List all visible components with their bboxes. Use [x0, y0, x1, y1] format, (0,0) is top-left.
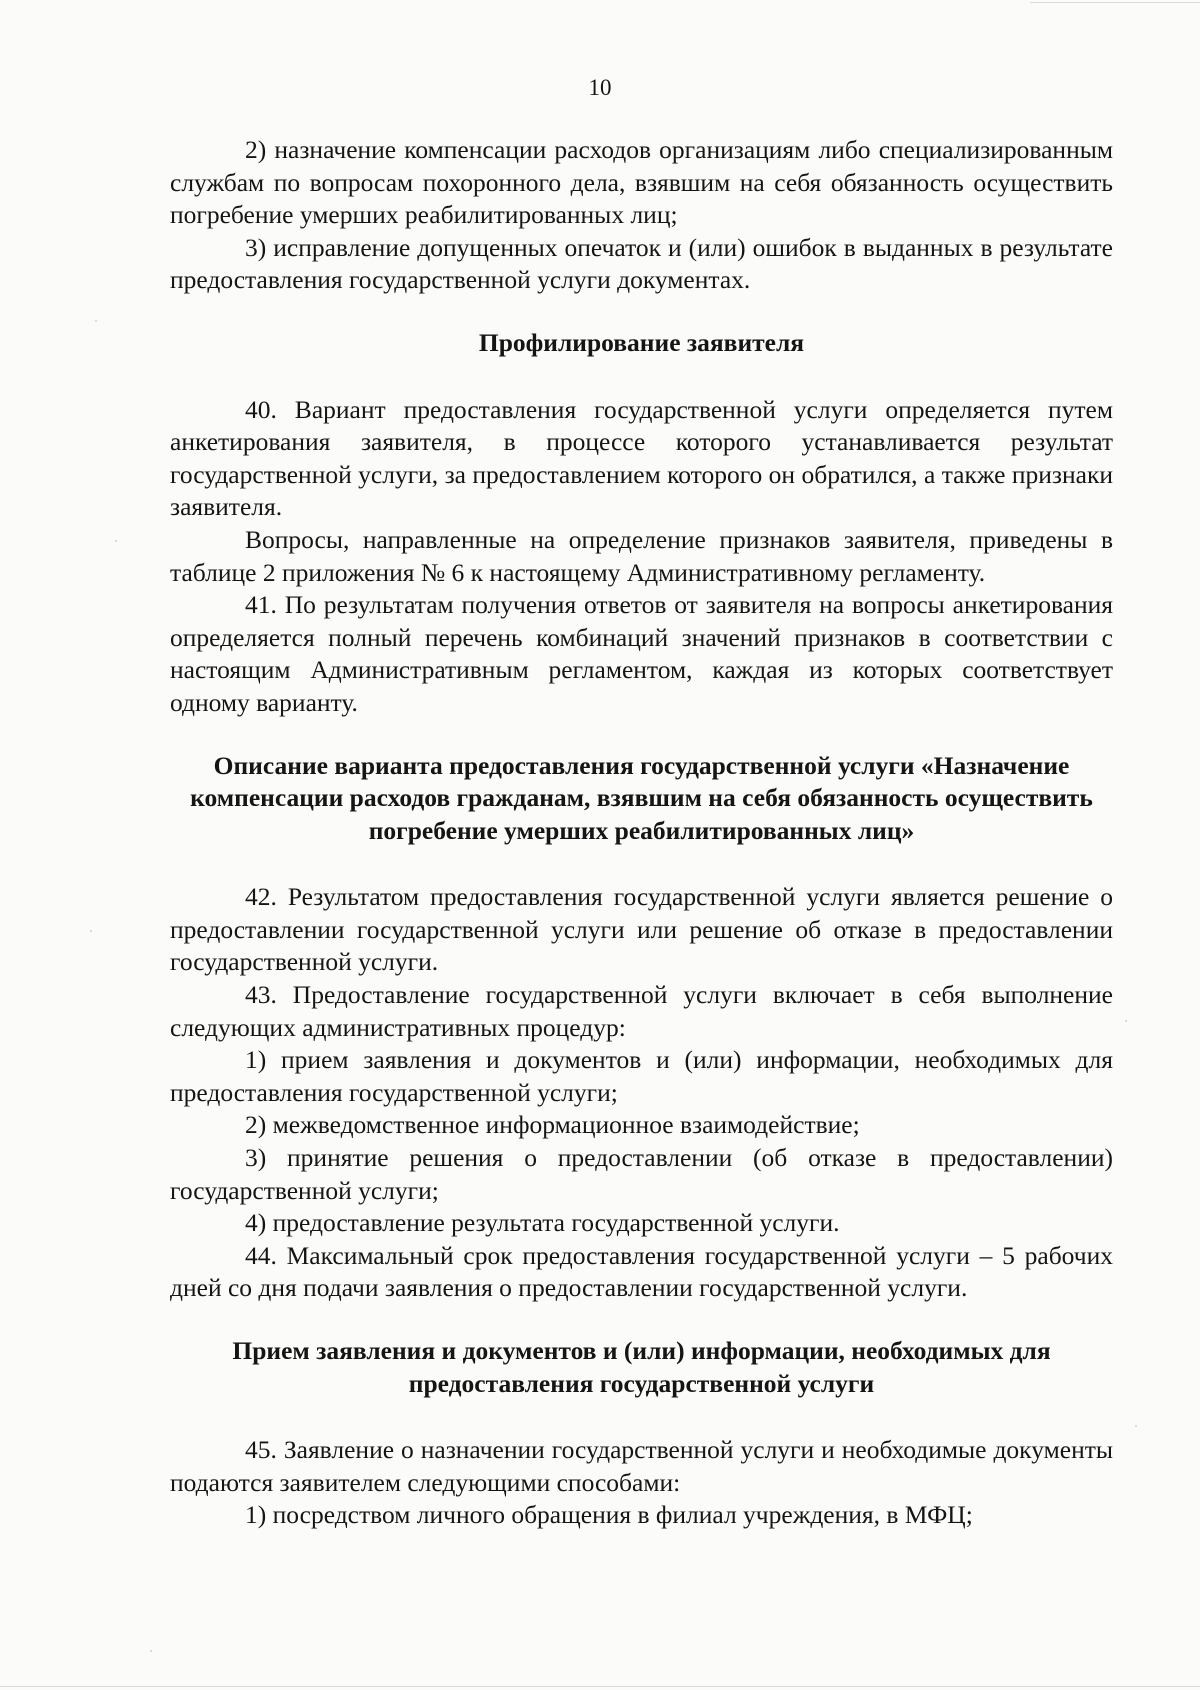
paragraph-41: 41. По результатам получения ответов от заявителя на вопросы анкетирования определяется полный перечень комбинаций значений признаков в соответствии с настоящим Административным регламентом, каждая из которых соответствует одному варианту. — [170, 590, 1113, 717]
paragraph-40: 40. Вариант предоставления государственной услуги определяется путем анкетирования заявителя, в процессе которого устанавливается результат государственной услуги, за предоставлением которого он обратился, а также признаки заявителя. — [170, 394, 1113, 522]
section-gap — [170, 360, 1113, 394]
scan-speck — [150, 1650, 152, 1652]
scan-speck — [1135, 1425, 1137, 1427]
scan-speck — [90, 930, 92, 932]
paragraph-44: 44. Максимальный срок предоставления государственной услуги – 5 рабочих дней со дня подачи заявления о предоставлении государственной услуги. — [170, 1240, 1113, 1303]
section-gap — [170, 1305, 1113, 1335]
section-gap — [170, 297, 1113, 327]
section-gap — [170, 1400, 1113, 1434]
document-body — [170, 134, 1113, 1532]
page-number: 10 — [588, 75, 612, 100]
heading-applicant-profiling: Профилирование заявителя — [478, 327, 805, 357]
heading-variant-description: Описание варианта предоставления государственной услуги «Назначение компенсации расходов гражданам, взявшим на себя обязанность осуществить погребение умерших реабилитированных лиц» — [190, 750, 1093, 845]
scan-speck — [95, 320, 97, 322]
paragraph-43-item-3: 3) принятие решения о предоставлении (об отказе в предоставлении) государственной услуги; — [170, 1143, 1113, 1205]
paragraph-45-item-1: 1) посредством личного обращения в филиал учреждения, в МФЦ; — [245, 1500, 973, 1530]
scan-edge-top — [1030, 2, 1200, 3]
paragraph-item-2: 2) назначение компенсации расходов организациям либо специализированным службам по вопросам похоронного дела, взявшим на себя обязанность осуществить погребение умерших реабилитированных лиц; — [170, 135, 1113, 230]
scan-edge-bottom — [0, 1686, 1200, 1687]
paragraph-questions: Вопросы, направленные на определение признаков заявителя, приведены в таблице 2 приложения № 6 к настоящему Административному регламенту. — [170, 524, 1113, 587]
section-gap — [170, 720, 1113, 750]
scan-speck — [1125, 1020, 1127, 1022]
paragraph-43-item-4: 4) предоставление результата государственной услуги. — [245, 1208, 840, 1238]
paragraph-43: 43. Предоставление государственной услуги включает в себя выполнение следующих административных процедур: — [170, 980, 1113, 1042]
paragraph-43-item-2: 2) межведомственное информационное взаимодействие; — [245, 1110, 860, 1140]
paragraph-45: 45. Заявление о назначении государственной услуги и необходимые документы подаются заявителем следующими способами: — [170, 1435, 1113, 1497]
heading-application-reception: Прием заявления и документов и (или) информации, необходимых для предоставления государственной услуги — [232, 1336, 1051, 1398]
section-gap — [170, 847, 1113, 881]
paragraph-item-3: 3) исправление допущенных опечаток и (или) ошибок в выданных в результате предоставления государственной услуги документах. — [170, 232, 1113, 295]
paragraph-43-item-1: 1) прием заявления и документов и (или) информации, необходимых для предоставления государственной услуги; — [170, 1045, 1113, 1107]
paragraph-42: 42. Результатом предоставления государственной услуги является решение о предоставлении государственной услуги или решение об отказе в предоставлении государственной услуги. — [170, 882, 1113, 977]
scan-speck — [115, 540, 117, 542]
